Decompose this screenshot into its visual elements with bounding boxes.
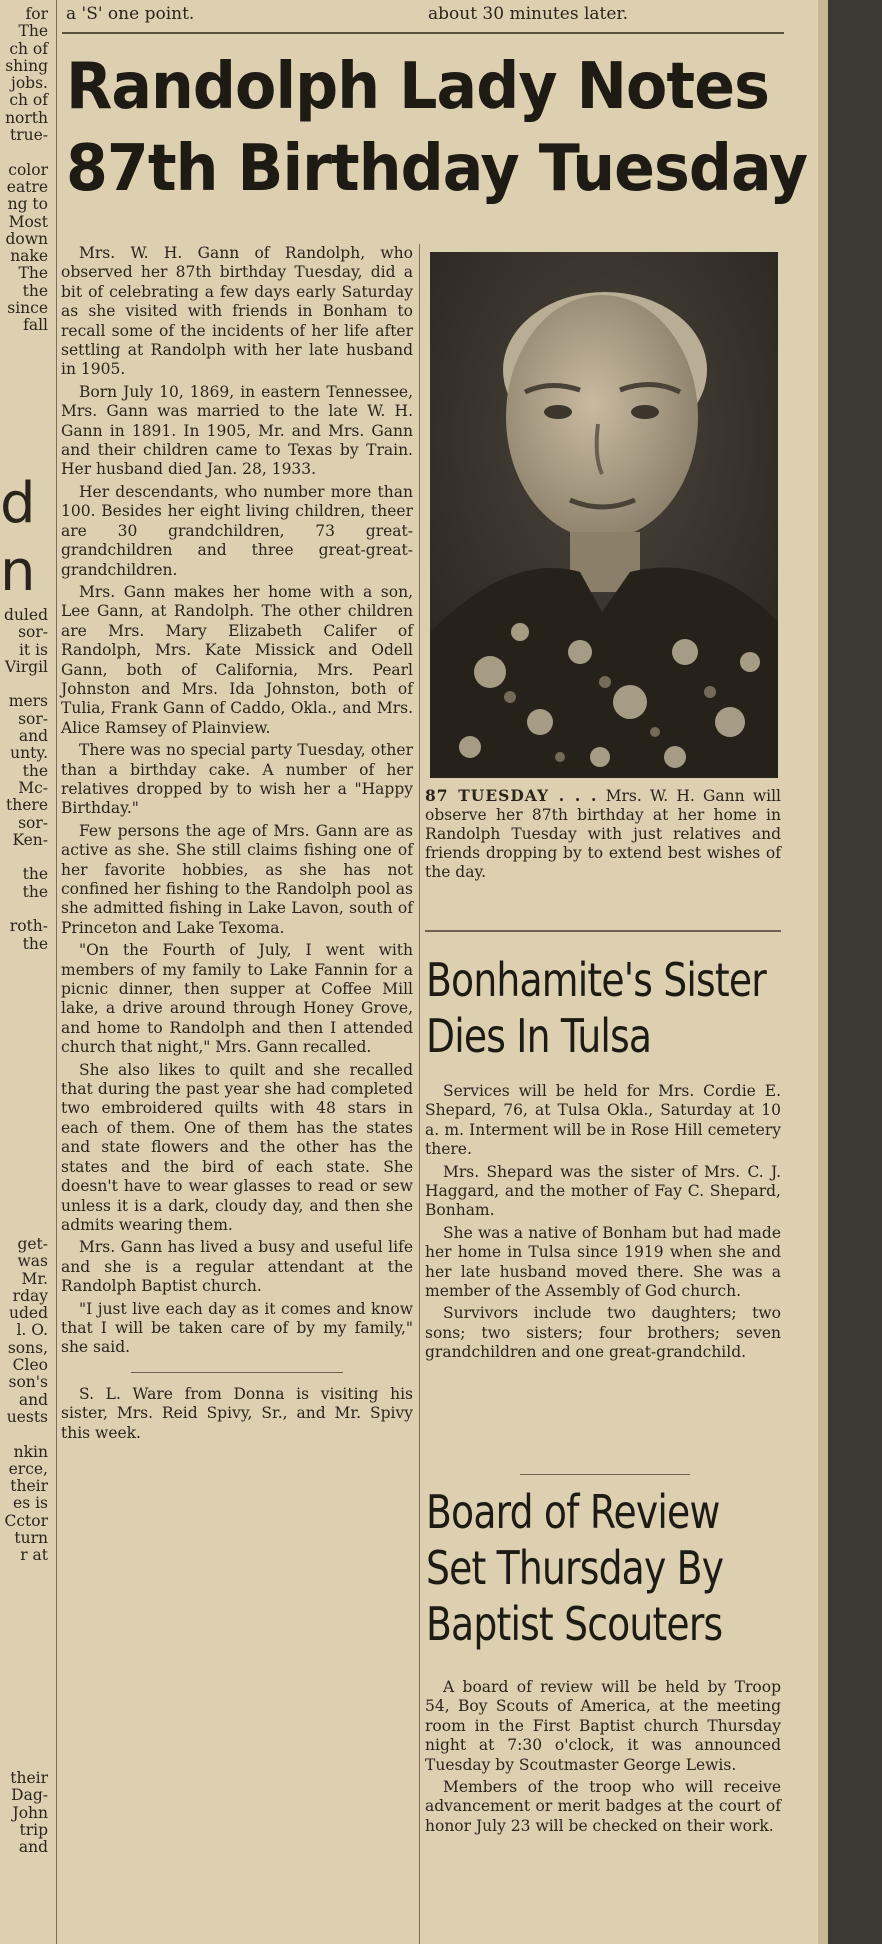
main-story-paragraph: "I just live each day as it comes and know that I will be taken care of by my family," she said.: [61, 1299, 413, 1357]
photo-caption: [425, 786, 781, 882]
caption-text: Mrs. W. H. Gann will observe her 87th birthday at her home in Randolph Tuesday with just relatives and friends dropping by to extend best wishes of the day.: [425, 787, 781, 881]
story2-paragraph: Services will be held for Mrs. Cordie E. Shepard, 76, at Tulsa Okla., Saturday at 10 a. m. Interment will be in Rose Hill cemetery there.: [425, 1082, 781, 1159]
story2-headline: [426, 952, 782, 1064]
brief-item: S. L. Ware from Donna is visiting his sister, Mrs. Reid Spivy, Sr., and Mr. Spivy this week.: [61, 1384, 413, 1442]
main-story-body: [61, 244, 413, 1446]
top-rule: [62, 32, 784, 34]
left-column-fragments-2: duled sor- it is Virgil mers sor- and unty. the Mc- there sor- Ken- the the roth- the: [4, 606, 48, 953]
story3-body: [425, 1678, 781, 1839]
story3-headline: [426, 1484, 782, 1652]
story2-paragraph: She was a native of Bonham but had made her home in Tulsa since 1919 when she and her late husband moved there. She was a member of the Assembly of God church.: [425, 1223, 781, 1301]
left-column-fragments-4: their Dag- John trip and: [10, 1769, 48, 1857]
main-story-paragraph: Mrs. Gann makes her home with a son, Lee Gann, at Randolph. The other children are Mrs. Mary Elizabeth Califer of Randolph, Mrs. Kate Missick and Odell Gann, both of California, Mrs. Pearl Johnston and Mrs. Ida Johnston, both of Tulia, Frank Gann of Caddo, Okla., and Mrs. Alice Ramsey of Plainview.: [61, 582, 413, 737]
story3-paragraph: A board of review will be held by Troop 54, Boy Scouts of America, at the meeting room in the First Baptist church Thursday night at 7:30 o'clock, it was announced Tuesday by Scoutmaster George Lewis.: [425, 1678, 781, 1774]
main-story-paragraph: Born July 10, 1869, in eastern Tennessee, Mrs. Gann was married to the late W. H. Gann in 1891. In 1905, Mr. and Mrs. Gann and their children came to Texas by Train. Her husband died Jan. 28, 1933.: [61, 382, 413, 479]
main-story-paragraph: Her descendants, who number more than 100. Besides her eight living children, theer are 30 grandchildren, 73 great-grandchildren and three great-great-grandchildren.: [61, 482, 413, 579]
top-fragment-left: a 'S' one point.: [66, 4, 195, 24]
story3-headline-line3: Baptist Scouters: [426, 1597, 723, 1651]
story2-headline-line1: Bonhamite's Sister: [426, 953, 766, 1007]
left-column-fragments-1: for The ch of shing jobs. ch of north true- color eatre ng to Most down nake The the since fall: [5, 5, 48, 335]
story2-paragraph: Mrs. Shepard was the sister of Mrs. C. J. Haggard, and the mother of Fay C. Shepard, Bonham.: [425, 1162, 781, 1220]
story3-headline-line1: Board of Review: [426, 1485, 720, 1539]
caption-lead: 87 TUESDAY . . .: [425, 786, 598, 805]
story2-headline-line2: Dies In Tulsa: [426, 1009, 652, 1063]
main-story-paragraph: Mrs. Gann has lived a busy and useful life and she is a regular attendant at the Randolph Baptist church.: [61, 1238, 413, 1296]
story3-headline-line2: Set Thursday By: [426, 1541, 724, 1595]
main-story-paragraph: There was no special party Tuesday, other than a birthday cake. A number of her relatives dropped by to wish her a "Happy Birthday.": [61, 741, 413, 818]
left-column-fragments-3: get- was Mr. rday uded l. O. sons, Cleo son's and uests nkin erce, their es is Cctor turn r at: [4, 1235, 48, 1565]
brief-divider: [131, 1372, 342, 1373]
left-column-big-letters: d n: [0, 471, 36, 604]
story2-body: [425, 1082, 781, 1366]
main-headline-line1: Randolph Lady Notes: [66, 50, 769, 124]
main-story-paragraph: She also likes to quilt and she recalled that during the past year she had completed two embroidered quilts with 48 stars in each of them. One of them has the states and state flowers and the other has the states and the bird of each state. She doesn't have to wear glasses to read or sew unless it is a dark, cloudy day, and then she admits wearing them.: [61, 1060, 413, 1234]
main-headline: [66, 46, 808, 210]
main-story-paragraph: Mrs. W. H. Gann of Randolph, who observed her 87th birthday Tuesday, did a bit of celebrating a few days early Saturday as she visited with friends in Bonham to recall some of the incidents of her life after settling at Randolph with her late husband in 1905.: [61, 244, 413, 379]
column-rule-left: [56, 0, 57, 1944]
scan-dark-border: [828, 0, 882, 1944]
story3-paragraph: Members of the troop who will receive advancement or merit badges at the court of honor July 23 will be checked on their work.: [425, 1778, 781, 1835]
main-story-paragraph: Few persons the age of Mrs. Gann are as active as she. She still claims fishing one of her favorite hobbies, as she has not confined her fishing to the Randolph pool as she admitted fishing in Lake Lavon, south of Princeton and Lake Texoma.: [61, 821, 413, 937]
story2-paragraph: Survivors include two daughters; two sons; two sisters; four brothers; seven grandchildren and one great-grandchild.: [425, 1304, 781, 1362]
top-fragment-right: about 30 minutes later.: [428, 4, 629, 24]
main-story-paragraph: "On the Fourth of July, I went with members of my family to Lake Fannin for a picnic dinner, then supper at Coffee Mill lake, a drive around through Honey Grove, and home to Randolph and then I attended church that night," Mrs. Gann recalled.: [61, 941, 413, 1057]
main-headline-line2: 87th Birthday Tuesday: [66, 132, 808, 206]
section-rule-2: [520, 1474, 690, 1475]
portrait-photo: [430, 252, 778, 778]
column-rule-center: [419, 244, 420, 1944]
section-rule-1: [425, 930, 781, 932]
